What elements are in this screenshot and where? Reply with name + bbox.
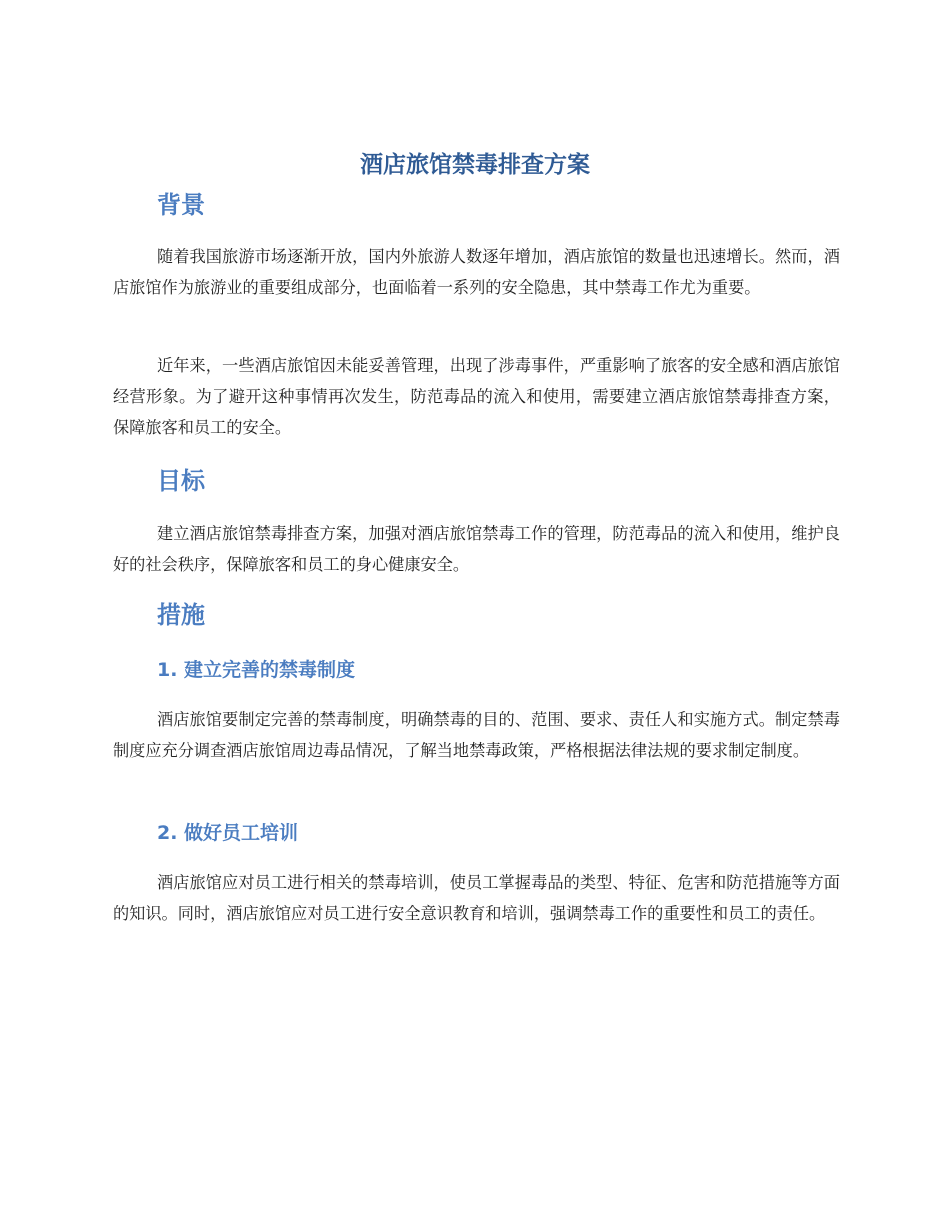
training-paragraph: 酒店旅馆应对员工进行相关的禁毒培训，使员工掌握毒品的类型、特征、危害和防范措施等方面的知识。同时，酒店旅馆应对员工进行安全意识教育和培训，强调禁毒工作的重要性和员工的责任。 xyxy=(113,873,840,923)
section-heading-measures: 措施 xyxy=(157,601,205,629)
section-heading-goal: 目标 xyxy=(157,467,205,495)
document-title: 酒店旅馆禁毒排查方案 xyxy=(360,152,590,178)
subsection-heading-training: 2. 做好员工培训 xyxy=(157,822,299,844)
background-paragraph-2: 近年来，一些酒店旅馆因未能妥善管理，出现了涉毒事件，严重影响了旅客的安全感和酒店旅馆经营形象。为了避开这种事情再次发生，防范毒品的流入和使用，需要建立酒店旅馆禁毒排查方案，保障旅客和员工的安全。 xyxy=(113,356,840,437)
subsection-heading-system: 1. 建立完善的禁毒制度 xyxy=(157,659,356,681)
goal-paragraph: 建立酒店旅馆禁毒排查方案，加强对酒店旅馆禁毒工作的管理，防范毒品的流入和使用，维护良好的社会秩序，保障旅客和员工的身心健康安全。 xyxy=(113,524,840,574)
system-paragraph: 酒店旅馆要制定完善的禁毒制度，明确禁毒的目的、范围、要求、责任人和实施方式。制定禁毒制度应充分调查酒店旅馆周边毒品情况，了解当地禁毒政策，严格根据法律法规的要求制定制度。 xyxy=(113,710,840,760)
section-heading-background: 背景 xyxy=(157,191,205,219)
background-paragraph-1: 随着我国旅游市场逐渐开放，国内外旅游人数逐年增加，酒店旅馆的数量也迅速增长。然而，酒店旅馆作为旅游业的重要组成部分，也面临着一系列的安全隐患，其中禁毒工作尤为重要。 xyxy=(113,247,840,297)
